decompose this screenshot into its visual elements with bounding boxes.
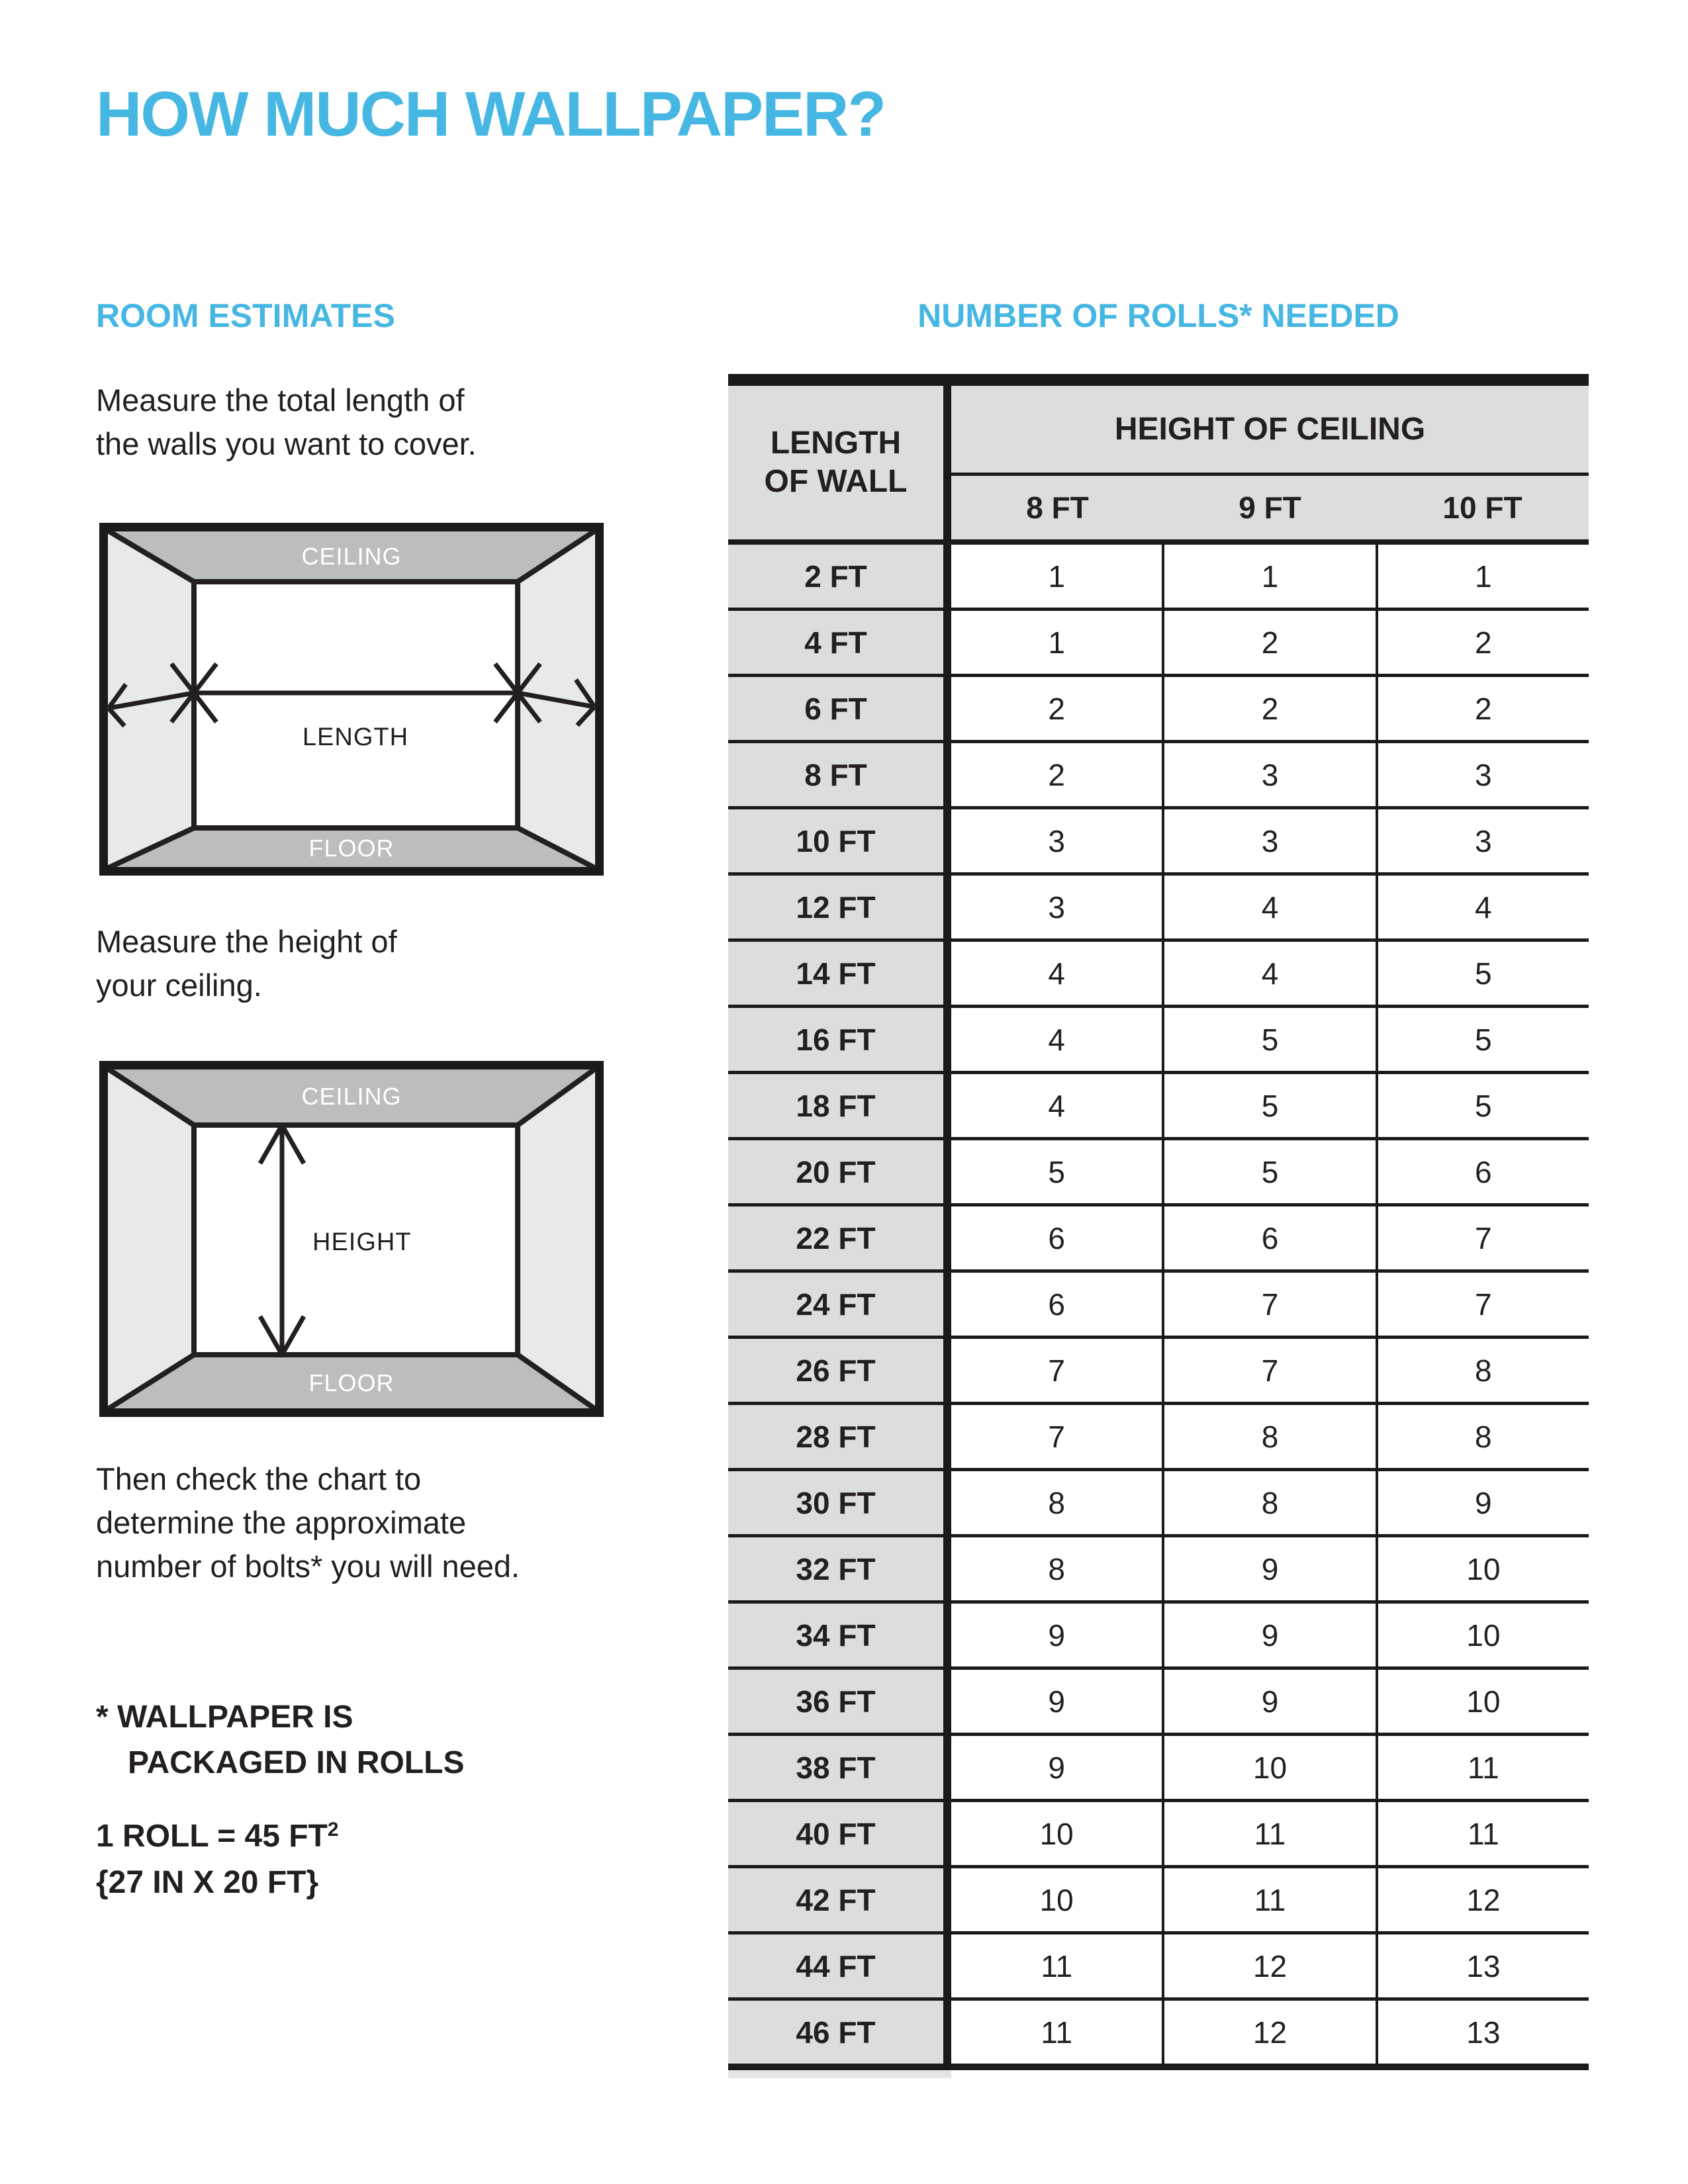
footnote-line: * WALLPAPER IS xyxy=(96,1700,353,1735)
length-diagram-svg xyxy=(99,523,604,876)
instruction-measure-height xyxy=(96,920,397,1007)
cell-8ft: 9 xyxy=(1048,1750,1065,1785)
floor-label: FLOOR xyxy=(308,1369,395,1396)
cell-9ft: 12 xyxy=(1162,1934,1375,1997)
instruction-line: your ceiling. xyxy=(96,968,262,1003)
instruction-line: determine the approximate xyxy=(96,1505,467,1540)
row-label: 42 FT xyxy=(728,1868,951,1931)
cell-8ft: 3 xyxy=(1048,889,1065,925)
row-label: 6 FT xyxy=(728,677,951,740)
cell-9ft: 9 xyxy=(1162,1670,1375,1733)
cell-8ft: 2 xyxy=(1048,757,1065,792)
instruction-check-chart xyxy=(96,1457,520,1588)
cell-9ft: 2 xyxy=(1162,677,1375,740)
table-row xyxy=(728,1273,1589,1339)
row-label: 12 FT xyxy=(728,876,951,938)
col-header-8ft: 8 FT xyxy=(1026,490,1089,525)
row-label: 44 FT xyxy=(728,1934,951,1997)
cell-10ft: 11 xyxy=(1376,1736,1589,1799)
roll-size-info xyxy=(96,1807,339,1906)
cell-10ft: 3 xyxy=(1376,809,1589,872)
table-row xyxy=(728,1405,1589,1471)
table-row xyxy=(728,1934,1589,2001)
row-label: 28 FT xyxy=(728,1405,951,1468)
cell-10ft: 13 xyxy=(1376,1934,1589,1997)
cell-10ft: 10 xyxy=(1376,1604,1589,1666)
table-row xyxy=(728,2001,1589,2070)
length-of-wall-header xyxy=(728,386,951,539)
table-row xyxy=(728,677,1589,743)
wallpaper-rolls-footnote xyxy=(96,1694,464,1786)
corner-header-line: OF WALL xyxy=(764,464,908,499)
ceiling-height-subheaders xyxy=(951,476,1589,539)
cell-10ft: 13 xyxy=(1376,2001,1589,2064)
table-row xyxy=(728,1537,1589,1604)
table-row xyxy=(728,545,1589,611)
cell-10ft: 5 xyxy=(1376,1008,1589,1071)
row-label: 46 FT xyxy=(728,2001,951,2064)
table-body xyxy=(728,545,1589,2070)
cell-8ft: 10 xyxy=(1039,1816,1074,1851)
instruction-line: the walls you want to cover. xyxy=(96,426,477,461)
cell-8ft: 4 xyxy=(1048,956,1065,991)
table-left-column-shadow xyxy=(728,2070,951,2078)
rolls-needed-heading: NUMBER OF ROLLS* NEEDED xyxy=(917,297,1399,334)
cell-10ft: 1 xyxy=(1376,545,1589,608)
row-label: 32 FT xyxy=(728,1537,951,1600)
cell-8ft: 6 xyxy=(1048,1220,1065,1255)
cell-8ft: 11 xyxy=(1041,2015,1073,2050)
cell-9ft: 7 xyxy=(1162,1339,1375,1402)
roll-equation-text: 1 ROLL = 45 FT xyxy=(96,1819,328,1854)
cell-9ft: 4 xyxy=(1162,876,1375,938)
table-row xyxy=(728,1670,1589,1736)
cell-9ft: 11 xyxy=(1162,1802,1375,1865)
cell-9ft: 8 xyxy=(1162,1471,1375,1534)
cell-10ft: 7 xyxy=(1376,1206,1589,1269)
height-diagram xyxy=(99,1061,604,1417)
length-label: LENGTH xyxy=(302,723,409,751)
cell-8ft: 11 xyxy=(1041,1948,1073,1983)
height-of-ceiling-header: HEIGHT OF CEILING xyxy=(951,386,1589,476)
instruction-line: number of bolts* you will need. xyxy=(96,1549,520,1584)
cell-8ft: 1 xyxy=(1048,559,1065,594)
height-of-ceiling-header-group xyxy=(951,386,1589,539)
cell-10ft: 5 xyxy=(1376,1074,1589,1137)
table-header xyxy=(728,386,1589,545)
cell-10ft: 6 xyxy=(1376,1140,1589,1203)
cell-9ft: 6 xyxy=(1162,1206,1375,1269)
right-wall-face xyxy=(518,1069,595,1408)
cell-8ft: 9 xyxy=(1048,1684,1065,1719)
corner-header-line: LENGTH xyxy=(770,426,902,461)
floor-label: FLOOR xyxy=(308,835,395,862)
row-label: 14 FT xyxy=(728,942,951,1005)
table-row xyxy=(728,1736,1589,1802)
cell-9ft: 7 xyxy=(1162,1273,1375,1336)
ceiling-label: CEILING xyxy=(301,1083,402,1110)
table-row xyxy=(728,809,1589,876)
cell-8ft: 1 xyxy=(1048,625,1065,660)
cell-8ft: 7 xyxy=(1048,1353,1065,1388)
table-row xyxy=(728,1008,1589,1074)
row-label: 4 FT xyxy=(728,611,951,674)
row-label: 20 FT xyxy=(728,1140,951,1203)
roll-equation xyxy=(96,1807,339,1860)
cell-10ft: 2 xyxy=(1376,611,1589,674)
page-title: HOW MUCH WALLPAPER? xyxy=(96,79,886,150)
cell-8ft: 2 xyxy=(1048,691,1065,726)
table-row xyxy=(728,1471,1589,1537)
cell-9ft: 8 xyxy=(1162,1405,1375,1468)
table-row xyxy=(728,1802,1589,1868)
left-wall-face xyxy=(108,1069,194,1408)
instruction-line: Then check the chart to xyxy=(96,1461,422,1496)
cell-10ft: 9 xyxy=(1376,1471,1589,1534)
table-row xyxy=(728,1339,1589,1405)
table-row xyxy=(728,1868,1589,1934)
cell-10ft: 4 xyxy=(1376,876,1589,938)
roll-equation-exponent: 2 xyxy=(327,1819,339,1841)
cell-10ft: 10 xyxy=(1376,1537,1589,1600)
cell-10ft: 3 xyxy=(1376,743,1589,806)
table-row xyxy=(728,1140,1589,1206)
table-row xyxy=(728,743,1589,809)
row-label: 26 FT xyxy=(728,1339,951,1402)
col-header-9ft: 9 FT xyxy=(1239,490,1301,525)
cell-8ft: 5 xyxy=(1048,1154,1065,1189)
table-top-border xyxy=(728,374,1589,386)
cell-8ft: 6 xyxy=(1048,1287,1065,1322)
cell-9ft: 11 xyxy=(1162,1868,1375,1931)
cell-10ft: 7 xyxy=(1376,1273,1589,1336)
cell-9ft: 9 xyxy=(1162,1537,1375,1600)
cell-10ft: 12 xyxy=(1376,1868,1589,1931)
table-row xyxy=(728,1206,1589,1273)
height-diagram-svg xyxy=(99,1061,604,1417)
roll-dimensions: {27 IN X 20 FT} xyxy=(96,1865,319,1900)
cell-10ft: 2 xyxy=(1376,677,1589,740)
cell-10ft: 8 xyxy=(1376,1339,1589,1402)
cell-9ft: 1 xyxy=(1162,545,1375,608)
cell-10ft: 8 xyxy=(1376,1405,1589,1468)
cell-8ft: 10 xyxy=(1039,1882,1074,1917)
cell-9ft: 3 xyxy=(1162,743,1375,806)
instruction-line: Measure the total length of xyxy=(96,383,465,418)
row-label: 18 FT xyxy=(728,1074,951,1137)
cell-9ft: 5 xyxy=(1162,1008,1375,1071)
cell-9ft: 12 xyxy=(1162,2001,1375,2064)
rolls-table xyxy=(728,374,1589,2078)
cell-9ft: 9 xyxy=(1162,1604,1375,1666)
table-row xyxy=(728,1604,1589,1670)
table-row xyxy=(728,1074,1589,1140)
footnote-line: PACKAGED IN ROLLS xyxy=(128,1745,465,1780)
length-diagram xyxy=(99,523,604,876)
row-label: 8 FT xyxy=(728,743,951,806)
cell-9ft: 4 xyxy=(1162,942,1375,1005)
table-row xyxy=(728,876,1589,942)
cell-8ft: 3 xyxy=(1048,823,1065,858)
row-label: 2 FT xyxy=(728,545,951,608)
height-label: HEIGHT xyxy=(312,1228,412,1256)
cell-9ft: 5 xyxy=(1162,1074,1375,1137)
cell-8ft: 7 xyxy=(1048,1419,1065,1454)
cell-9ft: 5 xyxy=(1162,1140,1375,1203)
row-label: 30 FT xyxy=(728,1471,951,1534)
room-estimates-heading: ROOM ESTIMATES xyxy=(96,297,395,334)
instruction-measure-length xyxy=(96,379,477,466)
cell-8ft: 8 xyxy=(1048,1485,1065,1520)
cell-8ft: 4 xyxy=(1048,1088,1065,1123)
table-row xyxy=(728,611,1589,677)
ceiling-label: CEILING xyxy=(301,543,402,570)
row-label: 34 FT xyxy=(728,1604,951,1666)
row-label: 40 FT xyxy=(728,1802,951,1865)
col-header-10ft: 10 FT xyxy=(1442,490,1523,525)
cell-9ft: 2 xyxy=(1162,611,1375,674)
cell-10ft: 10 xyxy=(1376,1670,1589,1733)
row-label: 10 FT xyxy=(728,809,951,872)
row-label: 36 FT xyxy=(728,1670,951,1733)
row-label: 38 FT xyxy=(728,1736,951,1799)
cell-10ft: 5 xyxy=(1376,942,1589,1005)
cell-10ft: 11 xyxy=(1376,1802,1589,1865)
row-label: 24 FT xyxy=(728,1273,951,1336)
cell-8ft: 9 xyxy=(1048,1617,1065,1653)
cell-9ft: 10 xyxy=(1162,1736,1375,1799)
cell-8ft: 8 xyxy=(1048,1551,1065,1586)
row-label: 16 FT xyxy=(728,1008,951,1071)
table-row xyxy=(728,942,1589,1008)
back-wall xyxy=(194,582,518,828)
cell-8ft: 4 xyxy=(1048,1022,1065,1057)
instruction-line: Measure the height of xyxy=(96,924,397,959)
row-label: 22 FT xyxy=(728,1206,951,1269)
cell-9ft: 3 xyxy=(1162,809,1375,872)
